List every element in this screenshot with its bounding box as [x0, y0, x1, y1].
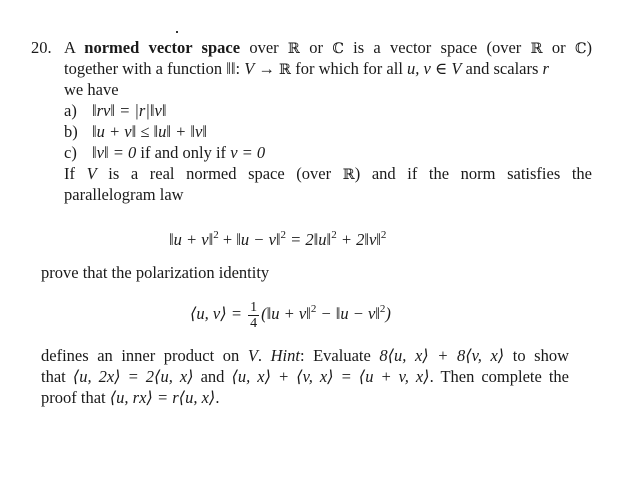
one-quarter-fraction: $\frac{1}{4}$ [250, 299, 258, 331]
condition-c: ‖v‖ = 0 if and only if v = 0 [92, 143, 266, 162]
intro-line: A normed vector space over ℝ or ℂ is a vector space (over ℝ or ℂ) [64, 38, 593, 57]
stray-dot [176, 31, 178, 33]
parallelogram-equation: ‖u + v‖$^2$ + ‖u − v‖$^2$ = 2‖u‖$^2$ + 2‖v‖$^2$ [169, 228, 387, 249]
proof-line: proof that ⟨u, rx⟩ = r⟨u, x⟩. [41, 388, 220, 407]
condition-b: ‖u + v‖ ≤ ‖u‖ + ‖v‖ [92, 122, 208, 141]
polarization-equation: ⟨u, v⟩ = $\frac{1}{4}$ (‖u + v‖$^2$ − ‖u − v‖$^2$) [190, 299, 391, 331]
condition-a-label: a) [64, 101, 77, 120]
prove-line: prove that the polarization identity [41, 263, 270, 282]
problem-number: 20. [31, 38, 52, 57]
hint-label: Hint [270, 346, 300, 365]
condition-c-label: c) [64, 143, 77, 162]
function-line: together with a function ‖‖: V → ℝ for which for all u, v ∈ V and scalars r [64, 59, 549, 78]
if-line: If V is a real normed space (over ℝ) and if the norm satisfies the [64, 164, 592, 183]
defined-term: normed vector space [84, 38, 241, 57]
we-have-line: we have [64, 80, 119, 99]
that-line: that ⟨u, 2x⟩ = 2⟨u, x⟩ and ⟨u, x⟩ + ⟨v, x⟩ = ⟨u + v, x⟩. Then complete the [41, 367, 569, 386]
law-line: parallelogram law [64, 185, 184, 204]
defines-line: defines an inner product on V. Hint: Evaluate 8⟨u, x⟩ + 8⟨v, x⟩ to show [41, 346, 570, 365]
condition-b-label: b) [64, 122, 78, 141]
condition-a: ‖rv‖ = |r|‖v‖ [92, 101, 167, 120]
